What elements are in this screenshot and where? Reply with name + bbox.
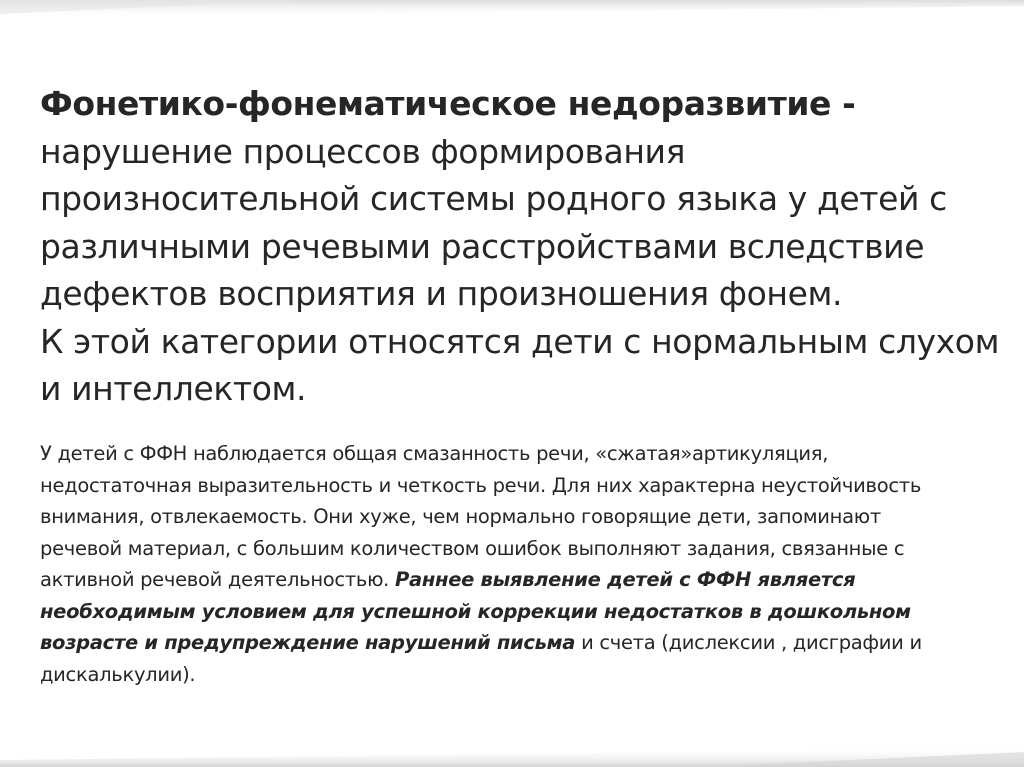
- definition-dash: -: [831, 84, 856, 123]
- details-emphasis: Раннее выявление детей с ФФН является необходимым условием для успешной коррекции недостатков в дошкольном возрасте и предупреждение нарушений письма: [40, 568, 911, 654]
- details-block: [40, 438, 940, 690]
- definition-paragraph: [40, 80, 1015, 318]
- definition-block: [40, 80, 1015, 413]
- definition-text: нарушение процессов формирования произносительной системы родного языка у детей с различными речевыми расстройствами вследствие дефектов восприятия и произношения фонем.: [40, 131, 947, 313]
- details-text: У детей с ФФН наблюдается общая смазанность речи, «сжатая»артикуляция, недостаточная выразительность и четкость речи. Для них характерна неустойчивость внимания, отвлекаемость. Они хуже, чем нормально говорящие дети, запоминают речевой материал, с большим количеством ошибок выполняют задания, связанные с активной речевой деятельностью.: [40, 442, 922, 591]
- category-text: К этой категории относятся дети с нормальным слухом и интеллектом.: [40, 321, 1000, 408]
- definition-term: Фонетико-фонематическое недоразвитие: [40, 84, 832, 123]
- details-tail: и счета (дислексии , дисграфии и дискалькулии).: [40, 631, 922, 686]
